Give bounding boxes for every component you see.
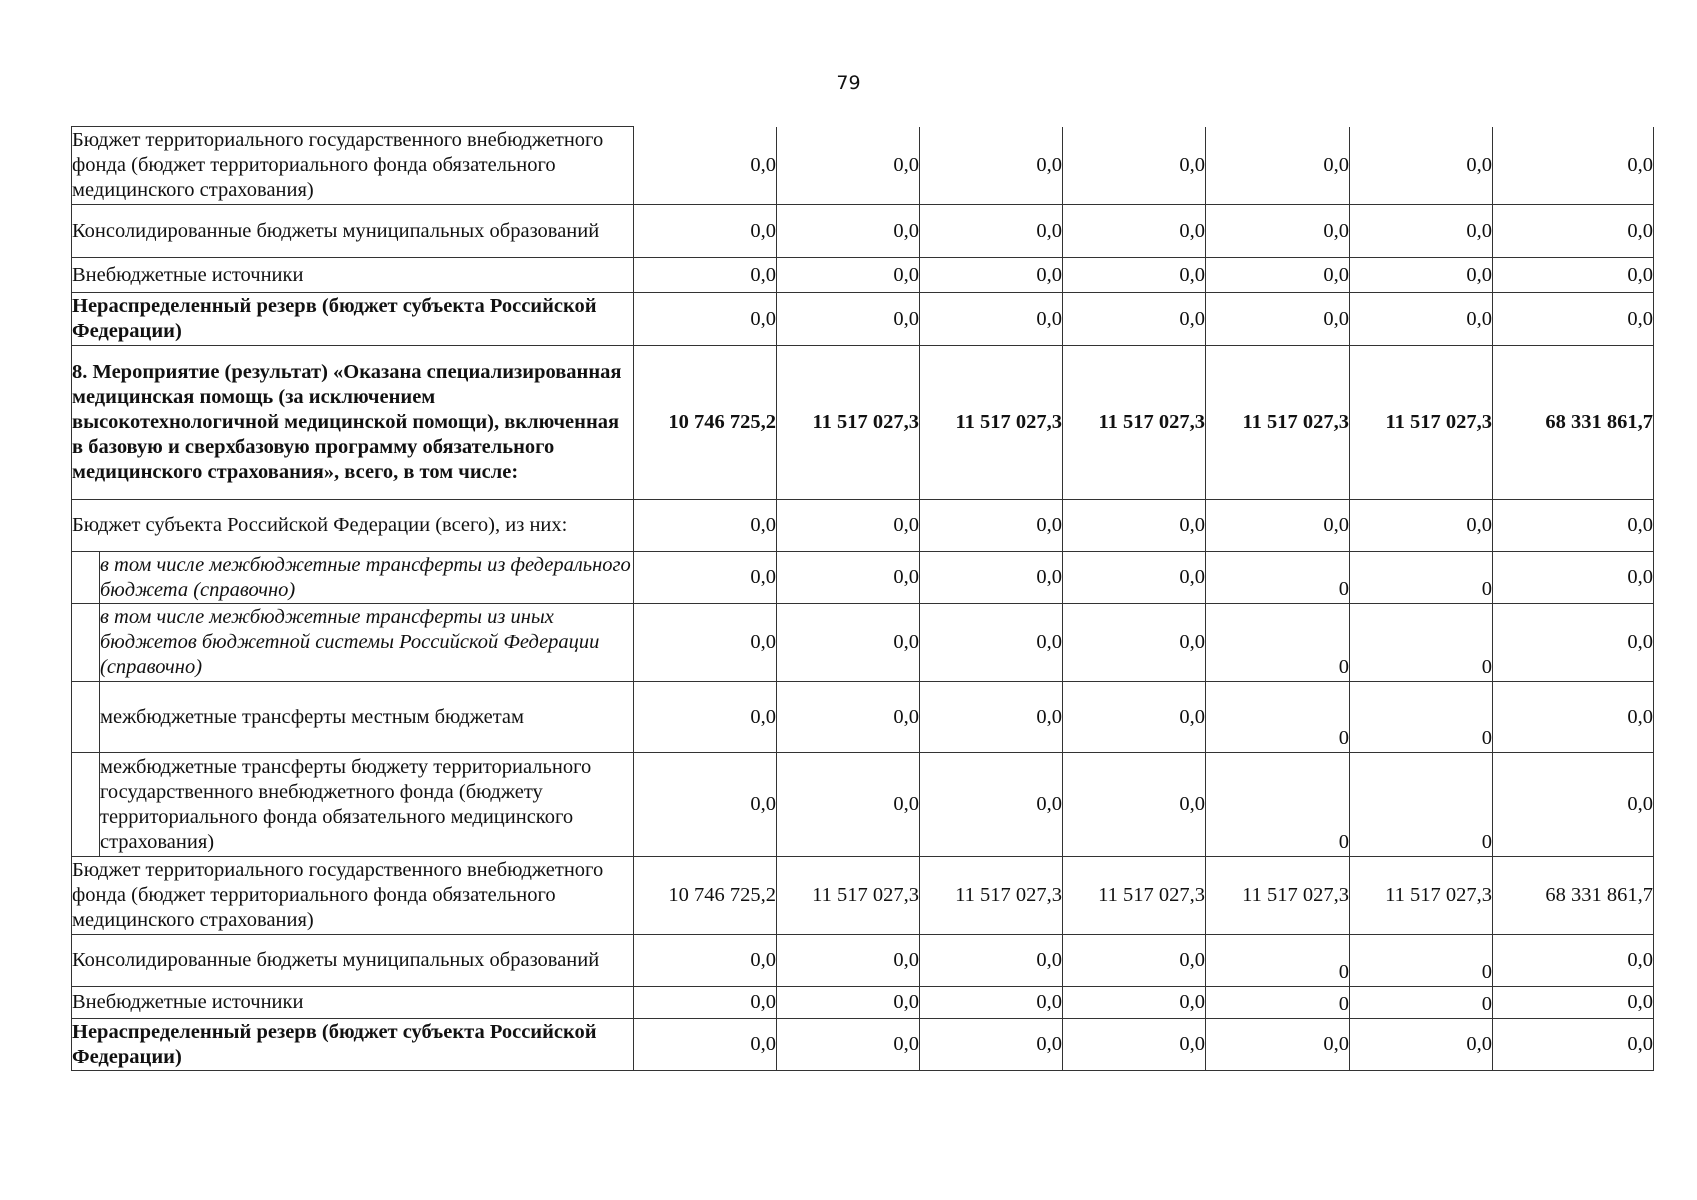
table-row bbox=[72, 1019, 1654, 1071]
row-value: 0,0 bbox=[777, 293, 920, 346]
row-value: 0,0 bbox=[777, 205, 920, 258]
row-value: 0,0 bbox=[1350, 205, 1493, 258]
table-row bbox=[72, 258, 1654, 293]
row-value: 0,0 bbox=[777, 935, 920, 987]
indent-cell bbox=[72, 604, 100, 682]
row-value: 0,0 bbox=[1206, 500, 1350, 552]
row-value: 0,0 bbox=[1063, 987, 1206, 1019]
row-label: в том числе межбюджетные трансферты из иных бюджетов бюджетной системы Российской Федерации (справочно) bbox=[100, 604, 634, 682]
row-label: Консолидированные бюджеты муниципальных образований bbox=[72, 205, 634, 258]
row-value: 0,0 bbox=[1206, 205, 1350, 258]
row-label: Внебюджетные источники bbox=[72, 258, 634, 293]
row-value: 0,0 bbox=[920, 205, 1063, 258]
row-value: 0,0 bbox=[920, 293, 1063, 346]
row-value: 0,0 bbox=[1493, 604, 1654, 682]
row-value: 0,0 bbox=[1063, 258, 1206, 293]
row-value: 0,0 bbox=[1493, 753, 1654, 857]
row-value: 0,0 bbox=[634, 1019, 777, 1071]
row-value: 0,0 bbox=[1063, 500, 1206, 552]
row-value: 0 bbox=[1206, 935, 1350, 987]
row-value: 0,0 bbox=[1063, 552, 1206, 604]
row-value: 0,0 bbox=[1493, 1019, 1654, 1071]
row-value: 0,0 bbox=[777, 987, 920, 1019]
row-value: 0 bbox=[1206, 604, 1350, 682]
row-value: 0,0 bbox=[777, 753, 920, 857]
row-value: 0,0 bbox=[1063, 127, 1206, 205]
row-label: Внебюджетные источники bbox=[72, 987, 634, 1019]
row-value: 0,0 bbox=[1493, 500, 1654, 552]
row-value: 0,0 bbox=[634, 205, 777, 258]
row-value: 0,0 bbox=[634, 258, 777, 293]
row-value: 0,0 bbox=[1206, 127, 1350, 205]
row-value: 0,0 bbox=[1206, 293, 1350, 346]
row-value: 0 bbox=[1350, 682, 1493, 753]
row-label: в том числе межбюджетные трансферты из федерального бюджета (справочно) bbox=[100, 552, 634, 604]
row-value: 0 bbox=[1350, 987, 1493, 1019]
row-value: 0,0 bbox=[1350, 127, 1493, 205]
row-value: 0,0 bbox=[777, 500, 920, 552]
row-value: 0 bbox=[1206, 987, 1350, 1019]
table-row bbox=[72, 857, 1654, 935]
row-value: 0,0 bbox=[777, 127, 920, 205]
table-row bbox=[72, 500, 1654, 552]
indent-cell bbox=[72, 552, 100, 604]
row-value: 0,0 bbox=[1493, 552, 1654, 604]
row-value: 0,0 bbox=[1493, 127, 1654, 205]
row-value: 0,0 bbox=[920, 552, 1063, 604]
row-value: 0 bbox=[1206, 682, 1350, 753]
row-value: 0,0 bbox=[634, 552, 777, 604]
row-value: 0,0 bbox=[1493, 205, 1654, 258]
row-label: межбюджетные трансферты бюджету территориального государственного внебюджетного фонда (бюджету территориального фонда обязательного медицинского страхования) bbox=[100, 753, 634, 857]
row-value: 0,0 bbox=[634, 682, 777, 753]
row-value: 11 517 027,3 bbox=[1063, 346, 1206, 500]
row-value: 0,0 bbox=[1493, 293, 1654, 346]
row-value: 0,0 bbox=[920, 935, 1063, 987]
row-value: 11 517 027,3 bbox=[1206, 346, 1350, 500]
row-value: 11 517 027,3 bbox=[777, 346, 920, 500]
row-value: 0,0 bbox=[777, 604, 920, 682]
indent-cell bbox=[72, 753, 100, 857]
budget-table bbox=[71, 126, 1654, 1071]
row-value: 0,0 bbox=[1493, 682, 1654, 753]
row-value: 0,0 bbox=[634, 500, 777, 552]
row-value: 0,0 bbox=[920, 753, 1063, 857]
row-value: 0,0 bbox=[634, 753, 777, 857]
row-value: 0,0 bbox=[634, 604, 777, 682]
row-value: 11 517 027,3 bbox=[1350, 346, 1493, 500]
row-label: Нераспределенный резерв (бюджет субъекта Российской Федерации) bbox=[72, 293, 634, 346]
row-label: Бюджет субъекта Российской Федерации (всего), из них: bbox=[72, 500, 634, 552]
row-value: 0,0 bbox=[1350, 1019, 1493, 1071]
row-value: 0,0 bbox=[634, 987, 777, 1019]
row-value: 11 517 027,3 bbox=[1063, 857, 1206, 935]
row-value: 0,0 bbox=[1350, 293, 1493, 346]
row-value: 0,0 bbox=[920, 1019, 1063, 1071]
indent-cell bbox=[72, 682, 100, 753]
table-row bbox=[72, 753, 1654, 857]
row-label: Нераспределенный резерв (бюджет субъекта Российской Федерации) bbox=[72, 1019, 634, 1071]
row-value: 0 bbox=[1350, 604, 1493, 682]
row-value: 11 517 027,3 bbox=[920, 857, 1063, 935]
row-label: Бюджет территориального государственного внебюджетного фонда (бюджет территориального фонда обязательного медицинского страхования) bbox=[72, 127, 634, 205]
row-value: 0,0 bbox=[634, 935, 777, 987]
row-value: 0 bbox=[1350, 552, 1493, 604]
page-number: 79 bbox=[836, 72, 861, 94]
table-row bbox=[72, 293, 1654, 346]
row-value: 0,0 bbox=[920, 682, 1063, 753]
row-value: 0,0 bbox=[920, 987, 1063, 1019]
row-value: 0,0 bbox=[1206, 258, 1350, 293]
row-value: 0,0 bbox=[1063, 604, 1206, 682]
table-row bbox=[72, 127, 1654, 205]
row-value: 0,0 bbox=[777, 552, 920, 604]
row-value: 0,0 bbox=[1063, 753, 1206, 857]
row-value: 10 746 725,2 bbox=[634, 346, 777, 500]
row-value: 0,0 bbox=[1063, 1019, 1206, 1071]
row-value: 0,0 bbox=[777, 682, 920, 753]
row-label: межбюджетные трансферты местным бюджетам bbox=[100, 682, 634, 753]
table-row bbox=[72, 346, 1654, 500]
row-value: 68 331 861,7 bbox=[1493, 346, 1654, 500]
row-value: 0,0 bbox=[1350, 500, 1493, 552]
row-value: 0 bbox=[1206, 552, 1350, 604]
row-value: 0,0 bbox=[1063, 205, 1206, 258]
row-value: 0,0 bbox=[1350, 258, 1493, 293]
row-value: 0,0 bbox=[1063, 293, 1206, 346]
table-row bbox=[72, 987, 1654, 1019]
row-value: 0 bbox=[1350, 753, 1493, 857]
row-value: 0,0 bbox=[920, 127, 1063, 205]
row-value: 0,0 bbox=[1063, 682, 1206, 753]
row-value: 11 517 027,3 bbox=[920, 346, 1063, 500]
row-value: 0,0 bbox=[920, 500, 1063, 552]
table-row bbox=[72, 604, 1654, 682]
row-value: 0,0 bbox=[777, 1019, 920, 1071]
table-row bbox=[72, 552, 1654, 604]
row-value: 0,0 bbox=[1063, 935, 1206, 987]
row-value: 0,0 bbox=[777, 258, 920, 293]
table-row bbox=[72, 682, 1654, 753]
row-value: 0,0 bbox=[920, 258, 1063, 293]
row-value: 0,0 bbox=[920, 604, 1063, 682]
row-value: 11 517 027,3 bbox=[1206, 857, 1350, 935]
row-value: 0,0 bbox=[634, 293, 777, 346]
table-row bbox=[72, 205, 1654, 258]
row-value: 10 746 725,2 bbox=[634, 857, 777, 935]
row-value: 0,0 bbox=[1206, 1019, 1350, 1071]
row-value: 0 bbox=[1350, 935, 1493, 987]
row-value: 0 bbox=[1206, 753, 1350, 857]
table-row bbox=[72, 935, 1654, 987]
row-value: 11 517 027,3 bbox=[777, 857, 920, 935]
row-value: 68 331 861,7 bbox=[1493, 857, 1654, 935]
row-value: 11 517 027,3 bbox=[1350, 857, 1493, 935]
row-value: 0,0 bbox=[634, 127, 777, 205]
row-label: Бюджет территориального государственного внебюджетного фонда (бюджет территориального фонда обязательного медицинского страхования) bbox=[72, 857, 634, 935]
row-value: 0,0 bbox=[1493, 987, 1654, 1019]
row-value: 0,0 bbox=[1493, 935, 1654, 987]
row-label: Консолидированные бюджеты муниципальных образований bbox=[72, 935, 634, 987]
row-label: 8. Мероприятие (результат) «Оказана специализированная медицинская помощь (за исключением высокотехнологичной медицинской помощи), включенная в базовую и сверхбазовую программу обязательного медицинского страхования», всего, в том числе: bbox=[72, 346, 634, 500]
row-value: 0,0 bbox=[1493, 258, 1654, 293]
